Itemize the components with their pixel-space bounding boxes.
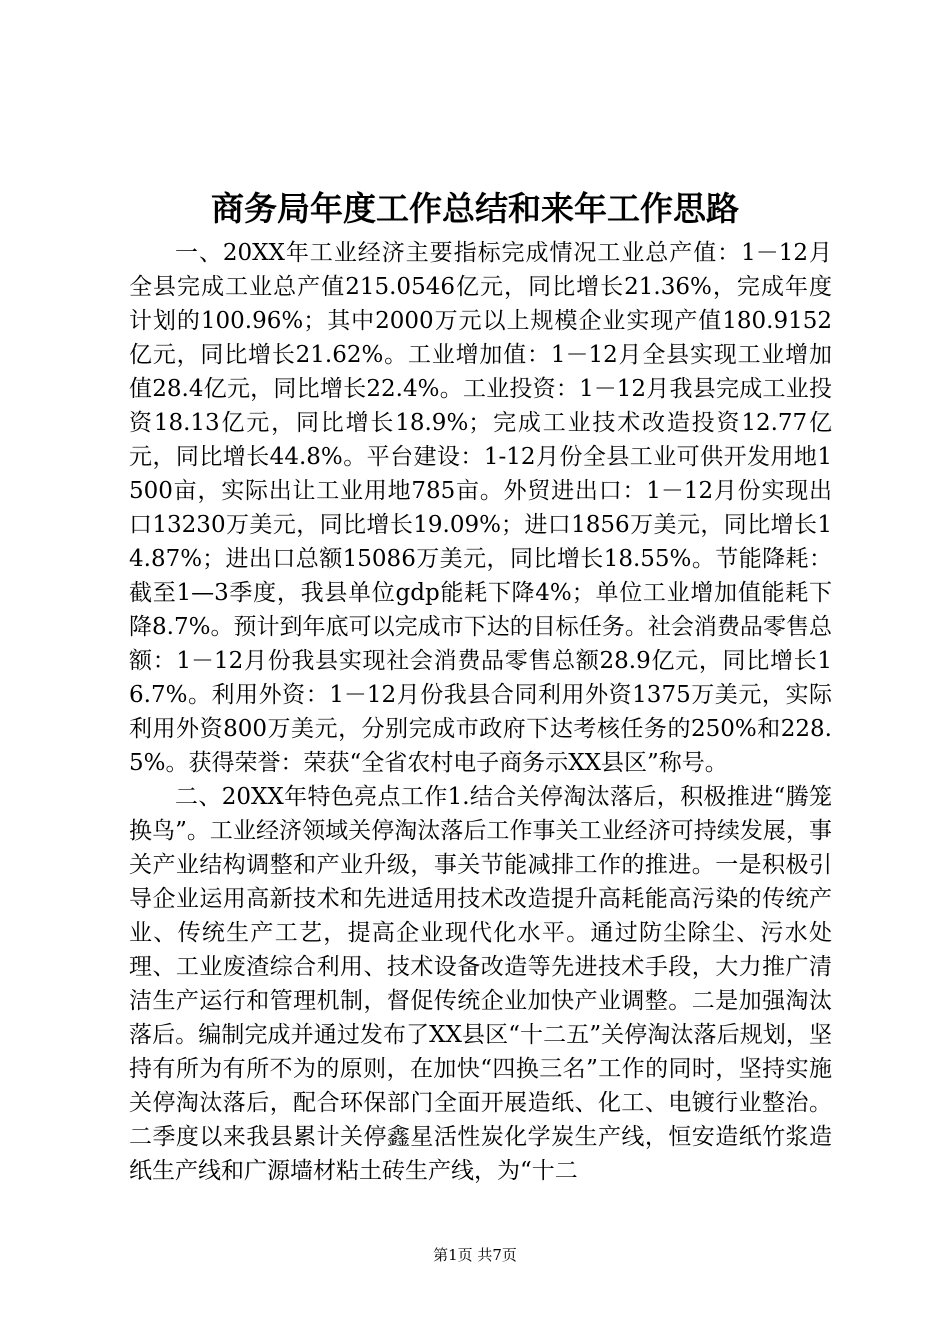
- page-number: 第1页 共7页: [433, 1246, 517, 1264]
- paragraph-2: 二、20XX年特色亮点工作1.结合关停淘汰落后，积极推进“腾笼换鸟”。工业经济领域关停淘汰落后工作事关工业经济可持续发展，事关产业结构调整和产业升级，事关节能减排工作的推进。一是积极引导企业运用高新技术和先进适用技术改造提升高耗能高污染的传统产业、传统生产工艺，提高企业现代化水平。通过防尘除尘、污水处理、工业废渣综合利用、技术设备改造等先进技术手段，大力推广清洁生产运行和管理机制，督促传统企业加快产业调整。二是加强淘汰落后。编制完成并通过发布了XX县区“十二五”关停淘汰落后规划，坚持有所为有所不为的原则，在加快“四换三名”工作的同时，坚持实施关停淘汰落后，配合环保部门全面开展造纸、化工、电镀行业整治。二季度以来我县累计关停鑫星活性炭化学炭生产线，恒安造纸竹浆造纸生产线和广源墙材粘土砖生产线，为“十二: [129, 784, 832, 1184]
- document-title: 商务局年度工作总结和来年工作思路: [211, 189, 739, 228]
- paragraph-1: 一、20XX年工业经济主要指标完成情况工业总产值：1－12月全县完成工业总产值215.0546亿元，同比增长21.36%，完成年度计划的100.96%；其中2000万元以上规模企业实现产值180.9152亿元，同比增长21.62%。工业增加值：1－12月全县实现工业增加值28.4亿元，同比增长22.4%。工业投资：1－12月我县完成工业投资18.13亿元，同比增长18.9%；完成工业技术改造投资12.77亿元，同比增长44.8%。平台建设：1-12月份全县工业可供开发用地1500亩，实际出让工业用地785亩。外贸进出口：1－12月份实现出口13230万美元，同比增长19.09%；进口1856万美元，同比增长14.87%；进出口总额15086万美元，同比增长18.55%。节能降耗：截至1—3季度，我县单位gdp能耗下降4%；单位工业增加值能耗下降8.7%。预计到年底可以完成市下达的目标任务。社会消费品零售总额：1－12月份我县实现社会消费品零售总额28.9亿元，同比增长16.7%。利用外资：1－12月份我县合同利用外资1375万美元，实际利用外资800万美元，分别完成市政府下达考核任务的250%和228.5%。获得荣誉：荣获“全省农村电子商务示XX县区”称号。: [129, 240, 832, 776]
- document-body: [129, 236, 832, 1188]
